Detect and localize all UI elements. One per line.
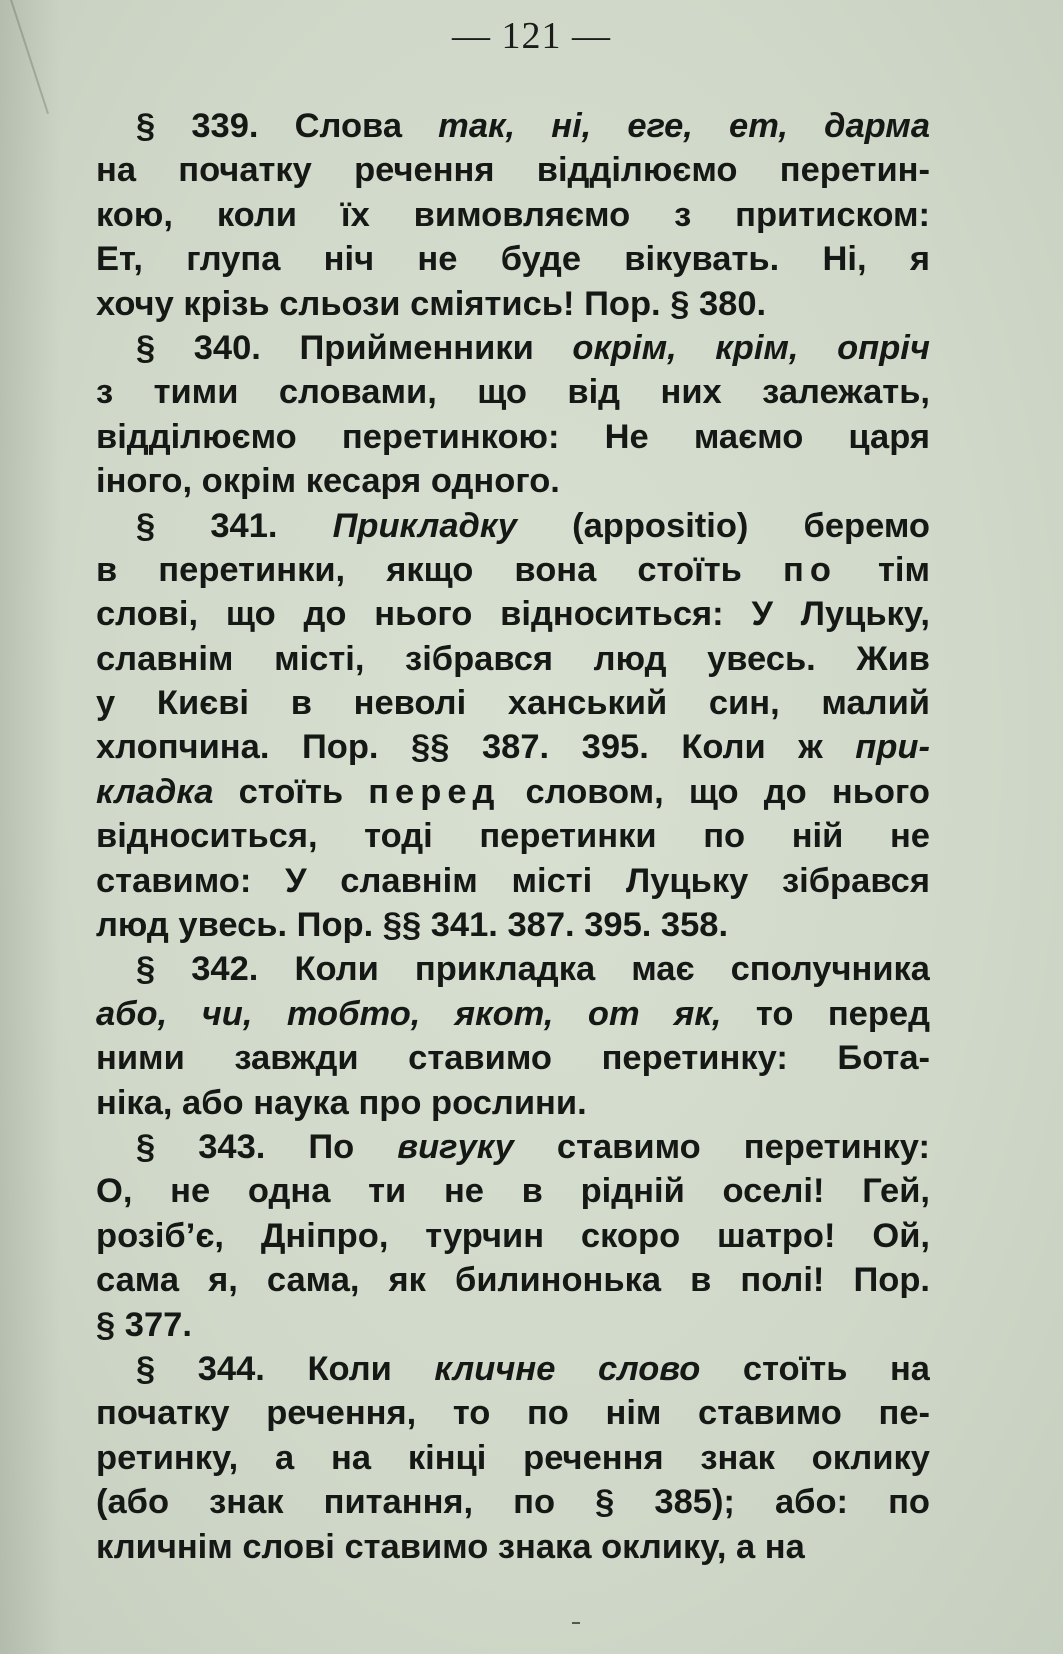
text-line [96,903,930,947]
italic-term: кладка [96,772,214,811]
text-run: словом, що до нього [500,772,930,811]
text-line [96,193,930,237]
text-run: ретинку, а на кінці речення знак оклику [96,1438,930,1477]
paragraph [96,104,930,326]
text-line [96,1214,930,1258]
text-line [96,504,930,548]
text-run: кою, коли їх вимовляємо з притиском: [96,195,930,234]
text-run: розіб’є, Дніпро, турчин скоро шатро! Ой, [96,1216,930,1255]
text-line [96,1436,930,1480]
text-run: на початку речення відділюємо перетин- [96,151,930,190]
text-run: ними завжди ставимо перетинку: Бота- [96,1039,930,1078]
italic-term: або, чи, тобто, якот, от як, [96,994,722,1033]
italic-term: окрім, крім, опріч [572,328,930,367]
italic-term: при- [855,728,930,767]
text-line [96,725,930,769]
italic-term: так, ні, еге, ет, дарма [438,107,930,145]
text-line [96,859,930,903]
italic-term: вигуку [397,1127,514,1166]
text-line [96,326,930,370]
text-line [96,1480,930,1524]
text-run: стоїть [213,772,369,811]
text-run: відноситься, тоді перетинки по ній не [96,817,930,856]
text-line [96,237,930,281]
text-run: ставимо: У славнім місті Луцьку зібрався [96,861,930,900]
text-line [96,1391,930,1435]
text-line [96,415,930,459]
page-edge-shadow [0,0,60,1654]
text-line [96,770,930,814]
text-line [96,148,930,192]
text-run: § 377. [96,1305,192,1344]
text-line [96,992,930,1036]
text-line [96,1125,930,1169]
text-line [96,548,930,592]
spaced-term: перед [368,772,501,811]
text-run: § 342. Коли прикладка має сполучника [136,950,930,989]
text-run: з тими словами, що від них залежать, [96,373,930,412]
text-line [96,1525,930,1569]
text-run: тім [836,550,930,589]
paragraph [96,947,930,1125]
italic-term: кличне слово [434,1349,701,1388]
text-line [96,459,930,503]
text-run: стоїть на [700,1349,930,1388]
paragraph [96,504,930,948]
text-line [96,1081,930,1125]
text-run: Ет, глупа ніч не буде вікувать. Ні, я [96,240,930,279]
text-run: § 339. Слова [136,107,439,145]
text-run: (або знак питання, по § 385); або: по [96,1483,930,1522]
text-run: люд увесь. Пор. §§ 341. 387. 395. 358. [96,906,729,945]
text-run: відділюємо перетинкою: Не маємо царя [96,417,930,456]
page-text [96,104,930,1569]
text-run: у Києві в неволі ханський син, малий [96,684,930,723]
text-run: ніка, або наука про рослини. [96,1083,587,1122]
text-line [96,1347,930,1391]
paragraph [96,1125,930,1347]
text-run: слові, що до нього відноситься: У Луцьку, [96,595,930,634]
text-run: § 341. [136,506,333,545]
text-run: хочу крізь сльози сміятись! Пор. § 380. [96,284,767,323]
text-line [96,814,930,858]
italic-term: Прикладку [332,506,517,545]
spaced-term: по [782,550,837,589]
text-line [96,592,930,636]
text-line [96,370,930,414]
text-run: ставимо перетинку: [513,1127,930,1166]
text-run: то перед [721,994,930,1033]
text-line [96,104,930,148]
text-line [96,1258,930,1302]
text-run: славнім місті, зібрався люд увесь. Жив [96,639,930,678]
ink-speck [572,1622,580,1624]
text-line [96,1169,930,1213]
text-run: § 343. По [136,1127,398,1166]
text-run: О, не одна ти не в рідній оселі! Гей, [96,1172,930,1211]
text-line [96,1303,930,1347]
page-number: — 121 — [452,15,611,57]
text-run: хлопчина. Пор. §§ 387. 395. Коли ж [96,728,856,767]
paragraph [96,326,930,504]
text-line [96,282,930,326]
text-run: кличнім слові ставимо знака оклику, а на [96,1527,805,1566]
text-line [96,637,930,681]
text-run: § 344. Коли [136,1349,435,1388]
text-run: початку речення, то по нім ставимо пе- [96,1394,930,1433]
text-run: в перетинки, якщо вона стоїть [96,550,783,589]
text-line [96,681,930,725]
text-run: іного, окрім кесаря одного. [96,462,560,501]
text-run: (appositio) беремо [516,506,930,545]
paragraph [96,1347,930,1569]
text-line [96,947,930,991]
text-line [96,1036,930,1080]
text-run: § 340. Прийменники [136,328,573,367]
text-run: сама я, сама, як билинонька в полі! Пор. [96,1261,930,1300]
